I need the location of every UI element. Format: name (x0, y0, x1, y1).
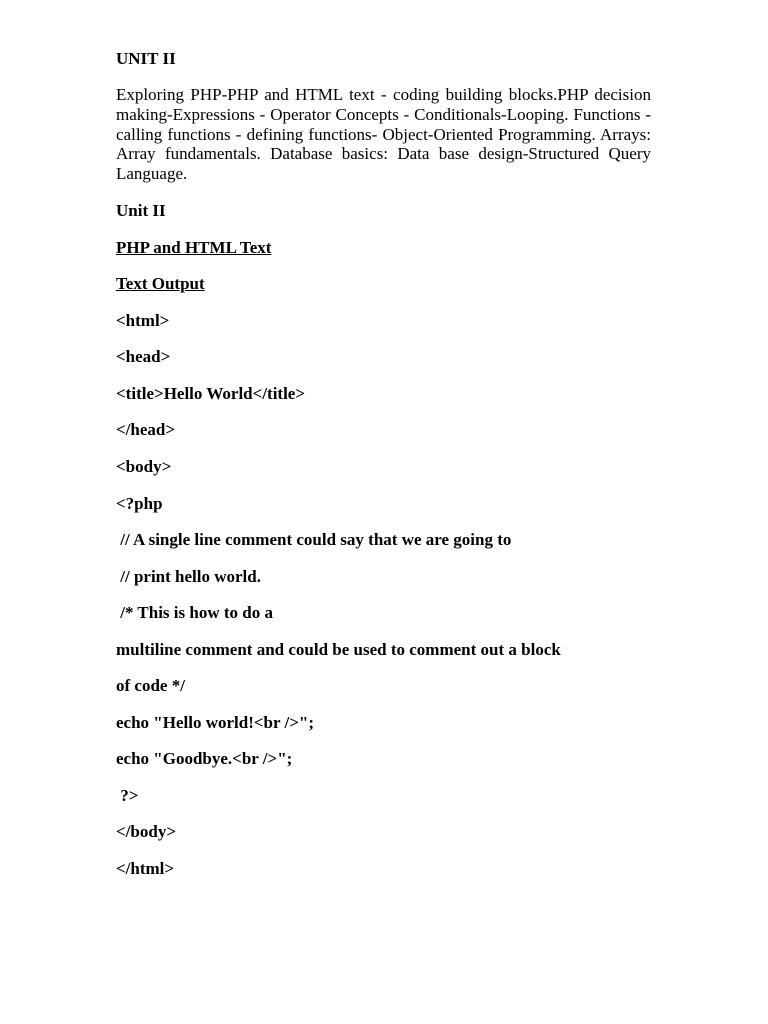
code-line: echo "Hello world!<br />"; (116, 713, 314, 732)
code-line: echo "Goodbye.<br />"; (116, 749, 293, 768)
code-line: <html> (116, 311, 170, 330)
code-line: <head> (116, 347, 171, 366)
syllabus-paragraph: Exploring PHP-PHP and HTML text - coding building blocks.PHP decision making-Expressions - Operator Concepts - Conditionals-Looping. Functions - calling functions - defining functions- Object-Oriented Programming. Arrays: Array fundamentals. Database basics: Data base design-Structured Query Language. (116, 85, 651, 184)
code-line: // A single line comment could say that we are going to (116, 530, 512, 549)
code-line: ?> (116, 786, 139, 805)
code-line: </head> (116, 420, 176, 439)
code-line: // print hello world. (116, 567, 261, 586)
unit-subheading: Unit II (116, 201, 166, 220)
code-line: multiline comment and could be used to comment out a block (116, 640, 561, 659)
code-line: <?php (116, 494, 163, 513)
code-line: of code */ (116, 676, 185, 695)
document-page (116, 48, 651, 878)
code-line: <body> (116, 457, 172, 476)
unit-heading: UNIT II (116, 49, 176, 68)
code-line: </body> (116, 822, 177, 841)
code-line: </html> (116, 859, 175, 878)
code-line: <title>Hello World</title> (116, 384, 306, 403)
subsection-title: Text Output (116, 274, 205, 293)
code-line: /* This is how to do a (116, 603, 273, 622)
section-title: PHP and HTML Text (116, 238, 272, 257)
